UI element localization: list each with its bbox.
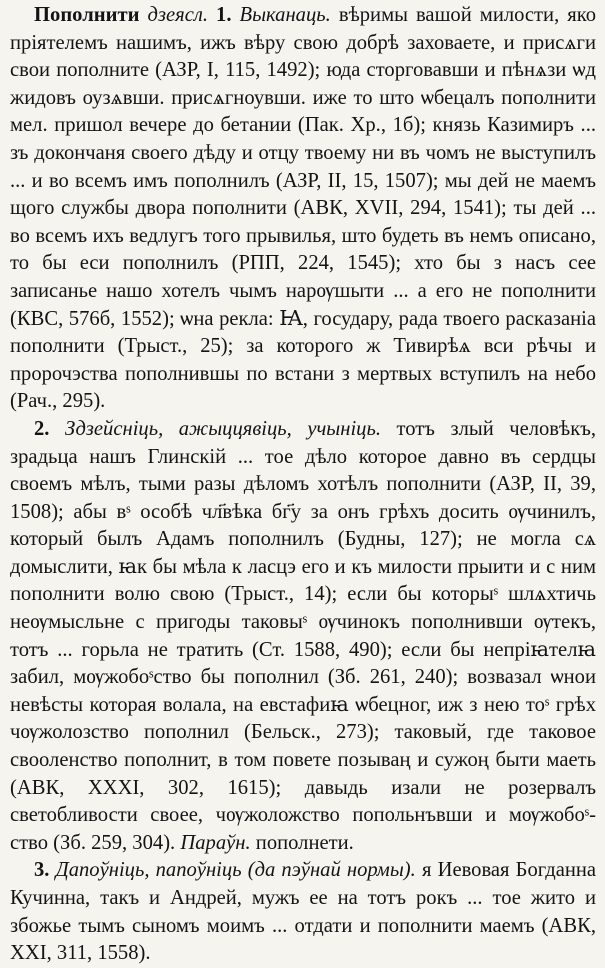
sense-text-3: я Иевовая Богданна Кучинна, такъ и Андрей, мужъ ее на тотъ рокъ ... тое жито и збожье тымъ сыномъ моимъ ... отдати и пополнити маемъ (АВК, XXI, 311, 1558). xyxy=(10,859,597,965)
sense-text-2: тотъ злый человѣкъ, зрадьца нашъ Глинскій ... тое дѣло которое давно въ сердцы своемъ мѣлъ, тыми разы дѣломъ хотѣлъ пополнити (АЗР, II, 39, 1508); абы вˢ особѣ чл҃вѣка бг҃у за онъ грѣхъ досить ѹчинилъ, который былъ Адамъ пополнилъ (Будны, 127); не могла сѧ домыслити, ꙗк бы мѣла к ласцэ его и къ милости прыити и с ним пополнити волю свою (Трыст., 14); если бы которыˢ шлѧхтичь неѹмысльне с пригоды таковыˢ ѹчинокъ пополнивши ѹтекъ, тотъ ... горьла не тратить (Ст. 1588, 490); если бы непріꙗтелꙗ забил, мѹжобоˢство бы пополнил (Зб. 261, 240); возвазал ѡнои невѣсты которая волала, на евстафиꙗ ѡбецног, иж з нею тоˢ грѣх чѹжолозство пополнил (Бельск., 273); таковый, где таковое свооленство пополнит, в том повете позываң и сужоң быти маеть (АВК, XXXI, 302, 1615); давыдь изали не розервалъ светобливости своее, чѹжоложство попольнъвши и мѹжобоˢ-ство (Зб. 259, 304). xyxy=(10,417,597,854)
sense-text-1: вѣримы вашой милости, яко пріятелемъ нашимъ, ижъ вѣру свою добрѣ заховаете, и присѧги свои пополните (АЗР, I, 115, 1492); юда сторговавши и пѣнѧзи ѡд жидовъ оузѧвши. присѧгноувши. иже то што ѡбецалъ пополнити мел. пришол вечере до бетании (Пак. Хр., 1б); князь Казимиръ ... зъ докончаня своего дѣду и отцу твоему ни въ чомъ не выступилъ ... и во всемъ имъ пополнилъ (АЗР, II, 15, 1507); мы дей не маемъ щого службы двора пополнити (АВК, XVII, 294, 1541); ты дей ... во всемъ ихъ ведлугъ того прывилья, што будеть въ немъ описано, то бы еси пополнилъ (РПП, 224, 1545); хто бы з насъ сее записанье нашо хотелъ чымъ нарѹшыти ... а его не пополнити (КВС, 576б, 1552); ѡна рекла: Ꙗ, государу, рада твоего расказаніа пополнити (Трыст., 25); за которого ж Тивирѣѧ вси рѣчы и пророчэства пополнившы по встани з мертвых вступилъ на небо (Рач., 295). xyxy=(10,4,596,413)
headword: Пополнити xyxy=(34,4,140,26)
sense-gloss-3: Дапоўніць, папоўніць (да пэўнай нормы). xyxy=(55,859,416,882)
entry-sense-2 xyxy=(10,416,596,858)
cross-reference-target: пополнети. xyxy=(255,831,354,854)
entry-sense-1 xyxy=(10,2,596,416)
sense-number-2: 2. xyxy=(34,417,50,440)
sense-gloss-1: Выканаць. xyxy=(239,4,331,26)
sense-number-1: 1. xyxy=(216,4,232,26)
entry-sense-3 xyxy=(10,857,596,967)
sense-gloss-2: Здзейсніць, ажыццявіць, учыніць. xyxy=(64,417,381,440)
cross-reference-label: Параўн. xyxy=(180,831,251,854)
sense-number-3: 3. xyxy=(34,859,50,882)
part-of-speech: дзеясл. xyxy=(147,4,208,26)
